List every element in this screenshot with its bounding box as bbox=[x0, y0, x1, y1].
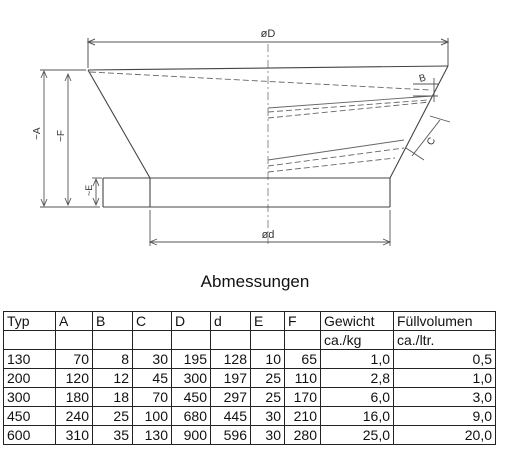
label-C: C bbox=[425, 135, 439, 148]
label-F: ~F bbox=[56, 130, 67, 142]
cell-d-inner: 197 bbox=[211, 369, 251, 388]
label-B: B bbox=[417, 72, 428, 85]
table-body bbox=[4, 350, 496, 445]
table-row bbox=[4, 350, 496, 369]
table-row bbox=[4, 388, 496, 407]
cell-e: 30 bbox=[251, 407, 285, 426]
cell-f: 110 bbox=[285, 369, 321, 388]
cell-f: 170 bbox=[285, 388, 321, 407]
header-d-inner: d bbox=[211, 312, 251, 331]
cell-d-outer: 300 bbox=[172, 369, 211, 388]
inner-baffles bbox=[90, 72, 432, 172]
cell-typ: 450 bbox=[4, 407, 56, 426]
cell-f: 210 bbox=[285, 407, 321, 426]
cell-d-outer: 450 bbox=[172, 388, 211, 407]
cell-b: 8 bbox=[93, 350, 133, 369]
subheader-cell bbox=[211, 331, 251, 350]
cell-e: 10 bbox=[251, 350, 285, 369]
cell-d-inner: 128 bbox=[211, 350, 251, 369]
subheader-cell bbox=[93, 331, 133, 350]
header-fuellvolumen: Füllvolumen bbox=[394, 312, 496, 331]
cell-fuellvolumen: 0,5 bbox=[394, 350, 496, 369]
dimensions-table bbox=[3, 311, 496, 445]
cell-b: 25 bbox=[93, 407, 133, 426]
table-row bbox=[4, 407, 496, 426]
cell-gewicht: 25,0 bbox=[321, 426, 394, 445]
header-f: F bbox=[285, 312, 321, 331]
cell-c: 45 bbox=[133, 369, 172, 388]
cell-f: 280 bbox=[285, 426, 321, 445]
cell-b: 35 bbox=[93, 426, 133, 445]
section-title: Abmessungen bbox=[200, 272, 310, 291]
table-row bbox=[4, 426, 496, 445]
cell-fuellvolumen: 9,0 bbox=[394, 407, 496, 426]
header-c: C bbox=[133, 312, 172, 331]
cell-c: 70 bbox=[133, 388, 172, 407]
cell-typ: 200 bbox=[4, 369, 56, 388]
subheader-fuellvolumen-unit: ca./ltr. bbox=[394, 331, 496, 350]
cell-b: 18 bbox=[93, 388, 133, 407]
cell-typ: 300 bbox=[4, 388, 56, 407]
cell-a: 120 bbox=[56, 369, 93, 388]
cell-e: 25 bbox=[251, 369, 285, 388]
cell-fuellvolumen: 20,0 bbox=[394, 426, 496, 445]
cell-gewicht: 16,0 bbox=[321, 407, 394, 426]
cell-typ: 130 bbox=[4, 350, 56, 369]
header-b: B bbox=[93, 312, 133, 331]
cell-e: 30 bbox=[251, 426, 285, 445]
cell-fuellvolumen: 1,0 bbox=[394, 369, 496, 388]
header-d-outer: D bbox=[172, 312, 211, 331]
cell-d-inner: 596 bbox=[211, 426, 251, 445]
subheader-cell bbox=[251, 331, 285, 350]
cell-gewicht: 1,0 bbox=[321, 350, 394, 369]
cell-d-inner: 445 bbox=[211, 407, 251, 426]
subheader-cell bbox=[285, 331, 321, 350]
cell-f: 65 bbox=[285, 350, 321, 369]
cell-typ: 600 bbox=[4, 426, 56, 445]
subheader-cell bbox=[172, 331, 211, 350]
header-typ: Typ bbox=[4, 312, 56, 331]
cell-d-outer: 680 bbox=[172, 407, 211, 426]
label-E: ~E bbox=[84, 184, 94, 196]
cell-d-outer: 900 bbox=[172, 426, 211, 445]
header-e: E bbox=[251, 312, 285, 331]
cell-gewicht: 6,0 bbox=[321, 388, 394, 407]
cell-d-outer: 195 bbox=[172, 350, 211, 369]
table-row bbox=[4, 369, 496, 388]
subheader-cell bbox=[56, 331, 93, 350]
cell-c: 100 bbox=[133, 407, 172, 426]
cell-gewicht: 2,8 bbox=[321, 369, 394, 388]
table-subheader-row bbox=[4, 331, 496, 350]
cell-b: 12 bbox=[93, 369, 133, 388]
cell-c: 130 bbox=[133, 426, 172, 445]
cell-a: 70 bbox=[56, 350, 93, 369]
cell-c: 30 bbox=[133, 350, 172, 369]
cell-a: 240 bbox=[56, 407, 93, 426]
subheader-gewicht-unit: ca./kg bbox=[321, 331, 394, 350]
cell-e: 25 bbox=[251, 388, 285, 407]
header-a: A bbox=[56, 312, 93, 331]
label-D: øD bbox=[260, 28, 276, 40]
cell-a: 180 bbox=[56, 388, 93, 407]
label-d: ød bbox=[261, 229, 275, 241]
label-A: ~A bbox=[32, 127, 43, 140]
cell-fuellvolumen: 3,0 bbox=[394, 388, 496, 407]
subheader-cell bbox=[133, 331, 172, 350]
subheader-cell bbox=[4, 331, 56, 350]
table-header-row bbox=[4, 312, 496, 331]
cell-a: 310 bbox=[56, 426, 93, 445]
header-gewicht: Gewicht bbox=[321, 312, 394, 331]
cell-d-inner: 297 bbox=[211, 388, 251, 407]
